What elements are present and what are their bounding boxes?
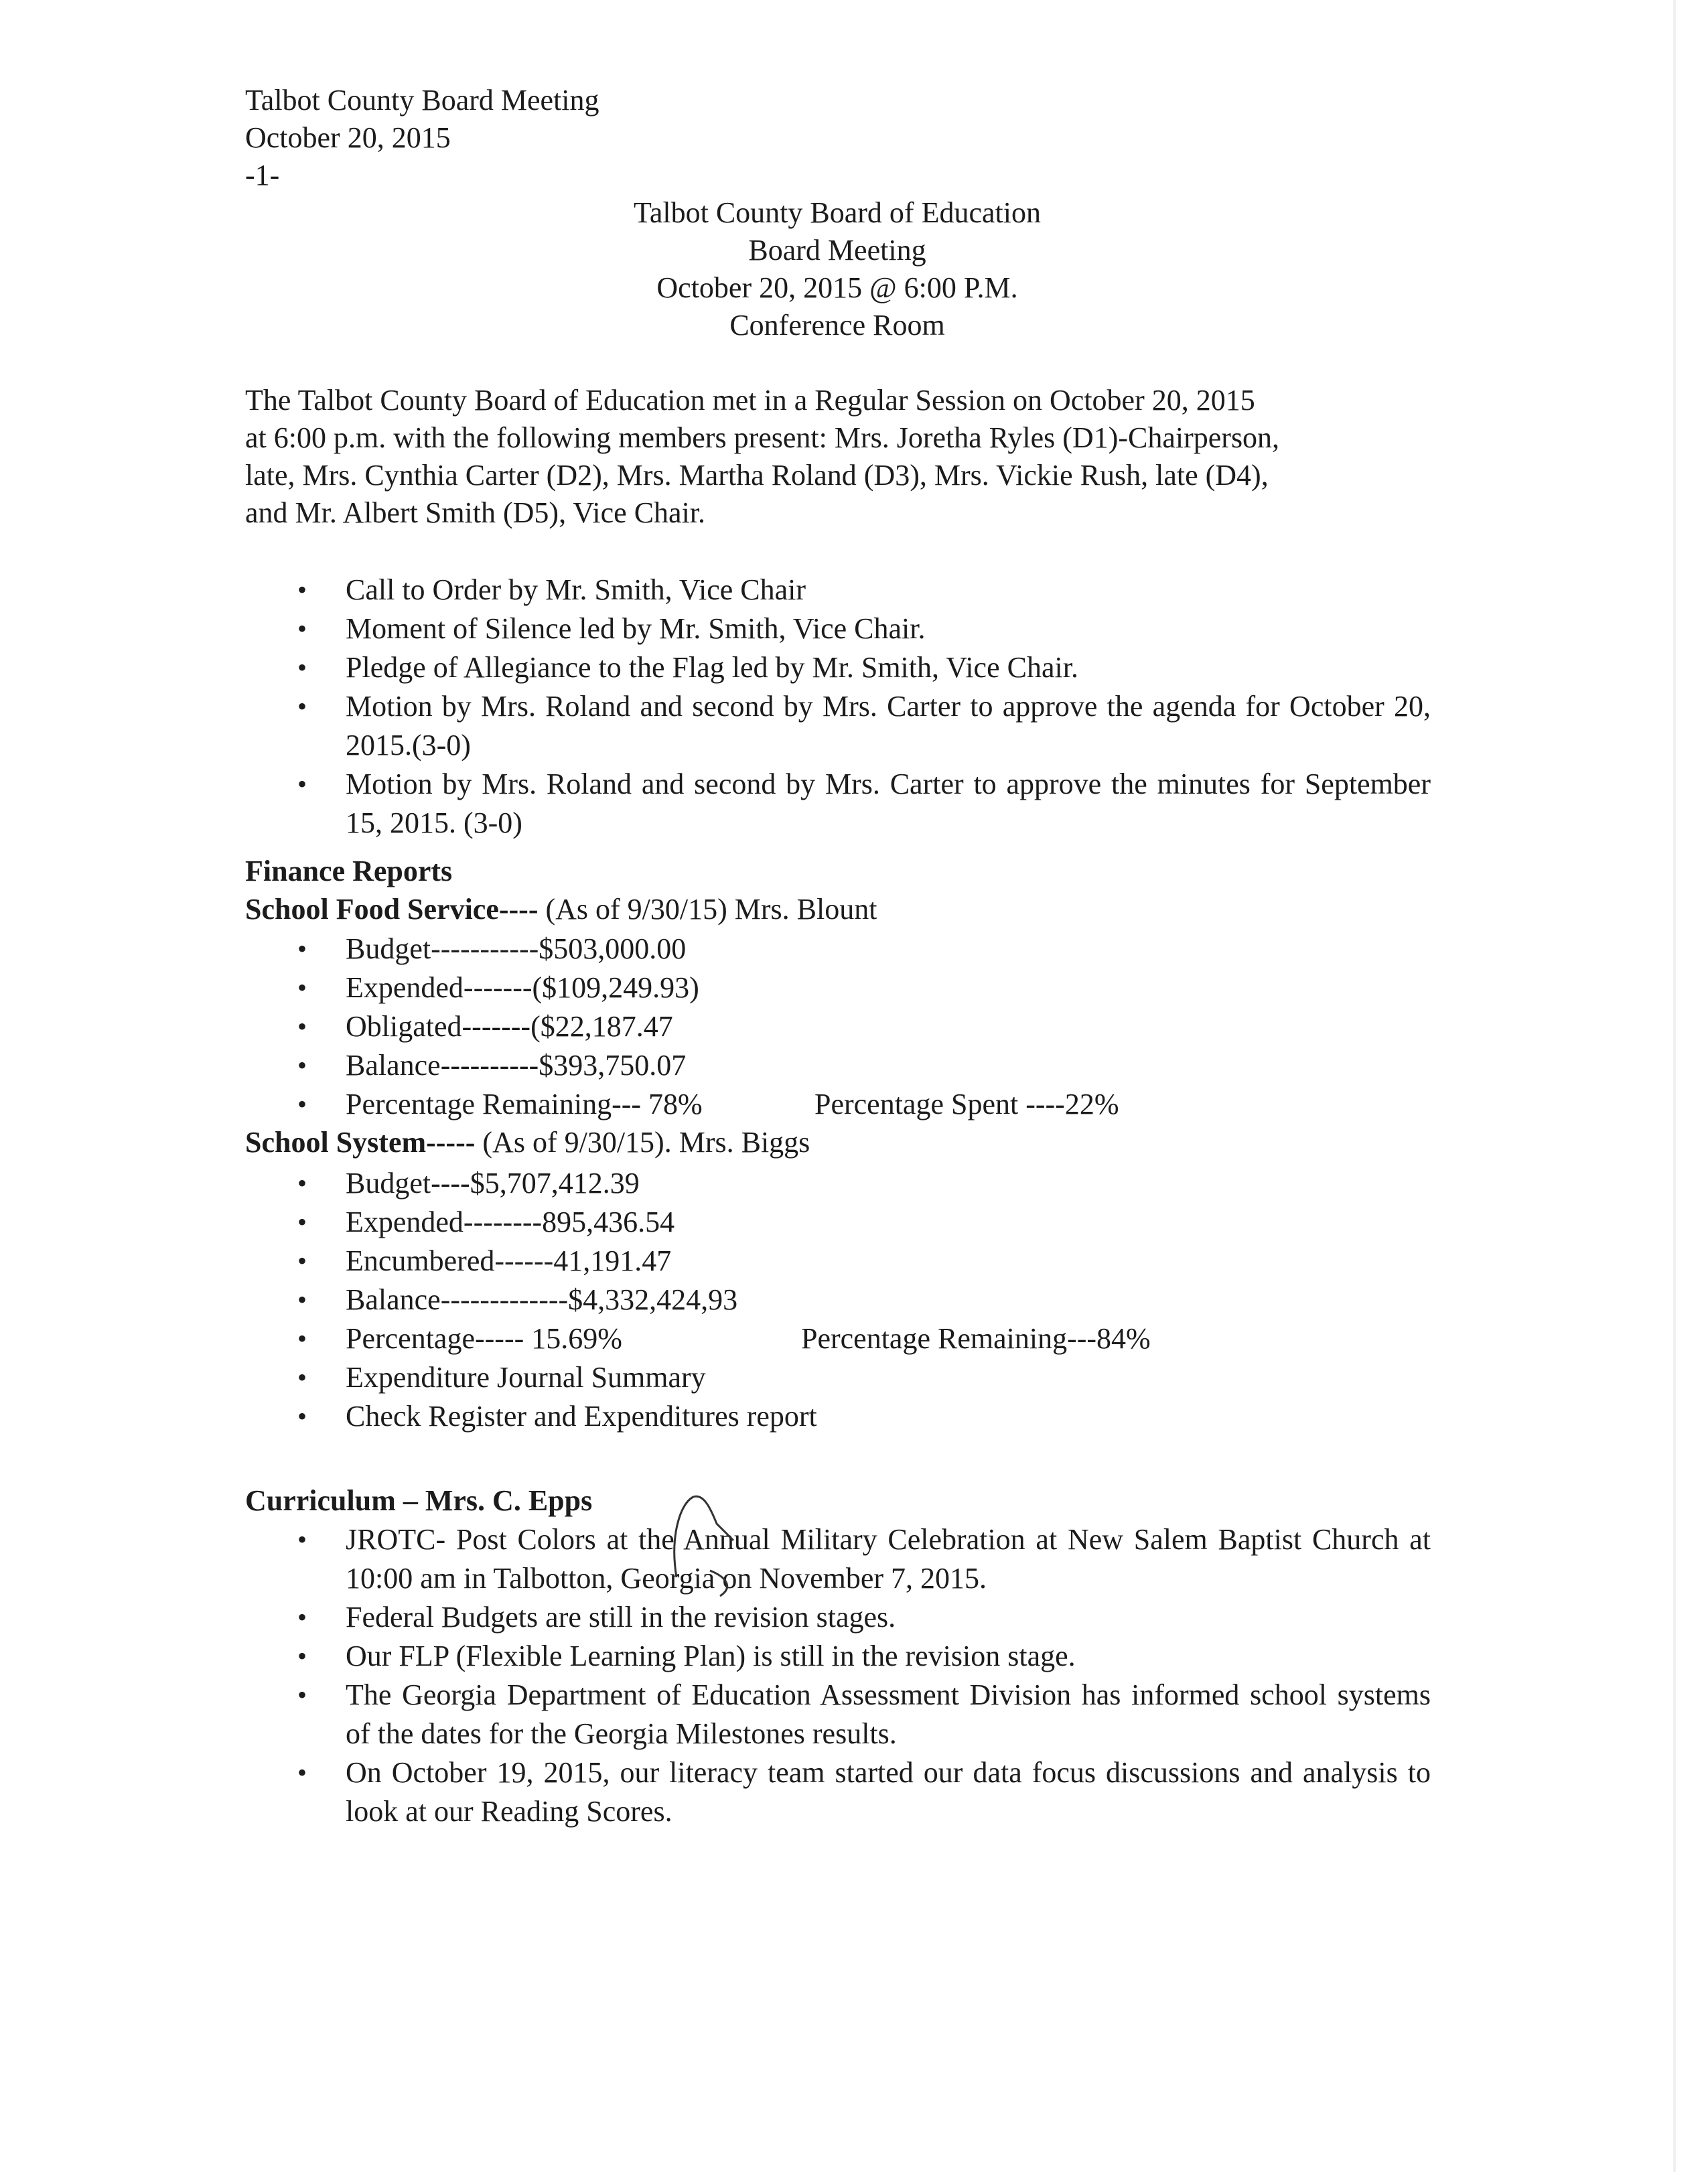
food-service-heading	[245, 890, 877, 929]
header-title: Talbot County Board Meeting	[245, 84, 599, 117]
list-item: • The Georgia Department of Education Assessment Division has informed school systems of the dates for the Georgia Milestones results.	[346, 1676, 1431, 1753]
list-item: • Motion by Mrs. Roland and second by Mrs. Carter to approve the minutes for September 15, 2015. (3-0)	[346, 765, 1431, 843]
food-service-list	[346, 930, 1431, 1124]
intro-line: late, Mrs. Cynthia Carter (D2), Mrs. Martha Roland (D3), Mrs. Vickie Rush, late (D4),	[245, 459, 1269, 492]
opening-items-list	[346, 571, 1431, 843]
intro-line: at 6:00 p.m. with the following members present: Mrs. Joretha Ryles (D1)-Chairperson,	[245, 421, 1280, 454]
title-location: Conference Room	[729, 309, 945, 342]
running-header	[245, 82, 599, 194]
finance-heading: Finance Reports	[245, 855, 453, 887]
attendance-paragraph	[245, 382, 1431, 532]
food-service-label: School Food Service----	[245, 893, 539, 926]
list-item	[346, 1319, 1431, 1358]
list-item: • Encumbered------41,191.47	[346, 1242, 1431, 1281]
school-system-list	[346, 1164, 1431, 1436]
handwritten-mark	[663, 1477, 757, 1597]
curriculum-list	[346, 1520, 1431, 1831]
system-pct-remaining: Percentage Remaining---84%	[801, 1322, 1151, 1355]
list-item: • Federal Budgets are still in the revision stages.	[346, 1598, 1431, 1637]
school-system-heading	[245, 1123, 810, 1162]
list-item: • Pledge of Allegiance to the Flag led by Mr. Smith, Vice Chair.	[346, 648, 1431, 687]
list-item: • Balance----------$393,750.07	[346, 1046, 1431, 1085]
title-date-time: October 20, 2015 @ 6:00 P.M.	[656, 271, 1018, 304]
list-item	[346, 1085, 1431, 1124]
food-pct-remaining: Percentage Remaining--- 78%	[346, 1088, 703, 1120]
list-item: • Moment of Silence led by Mr. Smith, Vice Chair.	[346, 609, 1431, 648]
list-item: • Check Register and Expenditures report	[346, 1397, 1431, 1436]
list-item: • JROTC- Post Colors at the Annual Military Celebration at New Salem Baptist Church at 10:00 am in Talbotton, Georgia on November 7, 2015.	[346, 1520, 1431, 1598]
curriculum-heading: Curriculum – Mrs. C. Epps	[245, 1484, 593, 1517]
title-organization: Talbot County Board of Education	[634, 196, 1041, 229]
list-item: • On October 19, 2015, our literacy team started our data focus discussions and analysis to look at our Reading Scores.	[346, 1753, 1431, 1831]
list-item: • Balance-------------$4,332,424,93	[346, 1281, 1431, 1319]
list-item: • Budget-----------$503,000.00	[346, 930, 1431, 968]
list-item: • Expenditure Journal Summary	[346, 1358, 1431, 1397]
header-date: October 20, 2015	[245, 121, 451, 154]
page-number: -1-	[245, 159, 280, 192]
school-system-asof: (As of 9/30/15). Mrs. Biggs	[475, 1126, 810, 1159]
food-pct-spent: Percentage Spent ----22%	[814, 1088, 1119, 1120]
list-item: • Obligated-------($22,187.47	[346, 1007, 1431, 1046]
scan-edge-shadow	[1673, 0, 1676, 2172]
list-item: • Our FLP (Flexible Learning Plan) is still in the revision stage.	[346, 1637, 1431, 1676]
food-service-asof: (As of 9/30/15) Mrs. Blount	[538, 893, 877, 926]
intro-line: and Mr. Albert Smith (D5), Vice Chair.	[245, 496, 706, 529]
school-system-label: School System-----	[245, 1126, 476, 1159]
list-item: • Motion by Mrs. Roland and second by Mrs. Carter to approve the agenda for October 20, 2015.(3-0)	[346, 687, 1431, 765]
meeting-title-block	[469, 194, 1206, 344]
list-item: • Budget----$5,707,412.39	[346, 1164, 1431, 1203]
title-meeting-type: Board Meeting	[748, 234, 926, 267]
list-item: • Expended--------895,436.54	[346, 1203, 1431, 1242]
intro-line: The Talbot County Board of Education met in a Regular Session on October 20, 2015	[245, 384, 1255, 417]
list-item: • Expended-------($109,249.93)	[346, 968, 1431, 1007]
list-item: • Call to Order by Mr. Smith, Vice Chair	[346, 571, 1431, 609]
system-pct: Percentage----- 15.69%	[346, 1322, 622, 1355]
